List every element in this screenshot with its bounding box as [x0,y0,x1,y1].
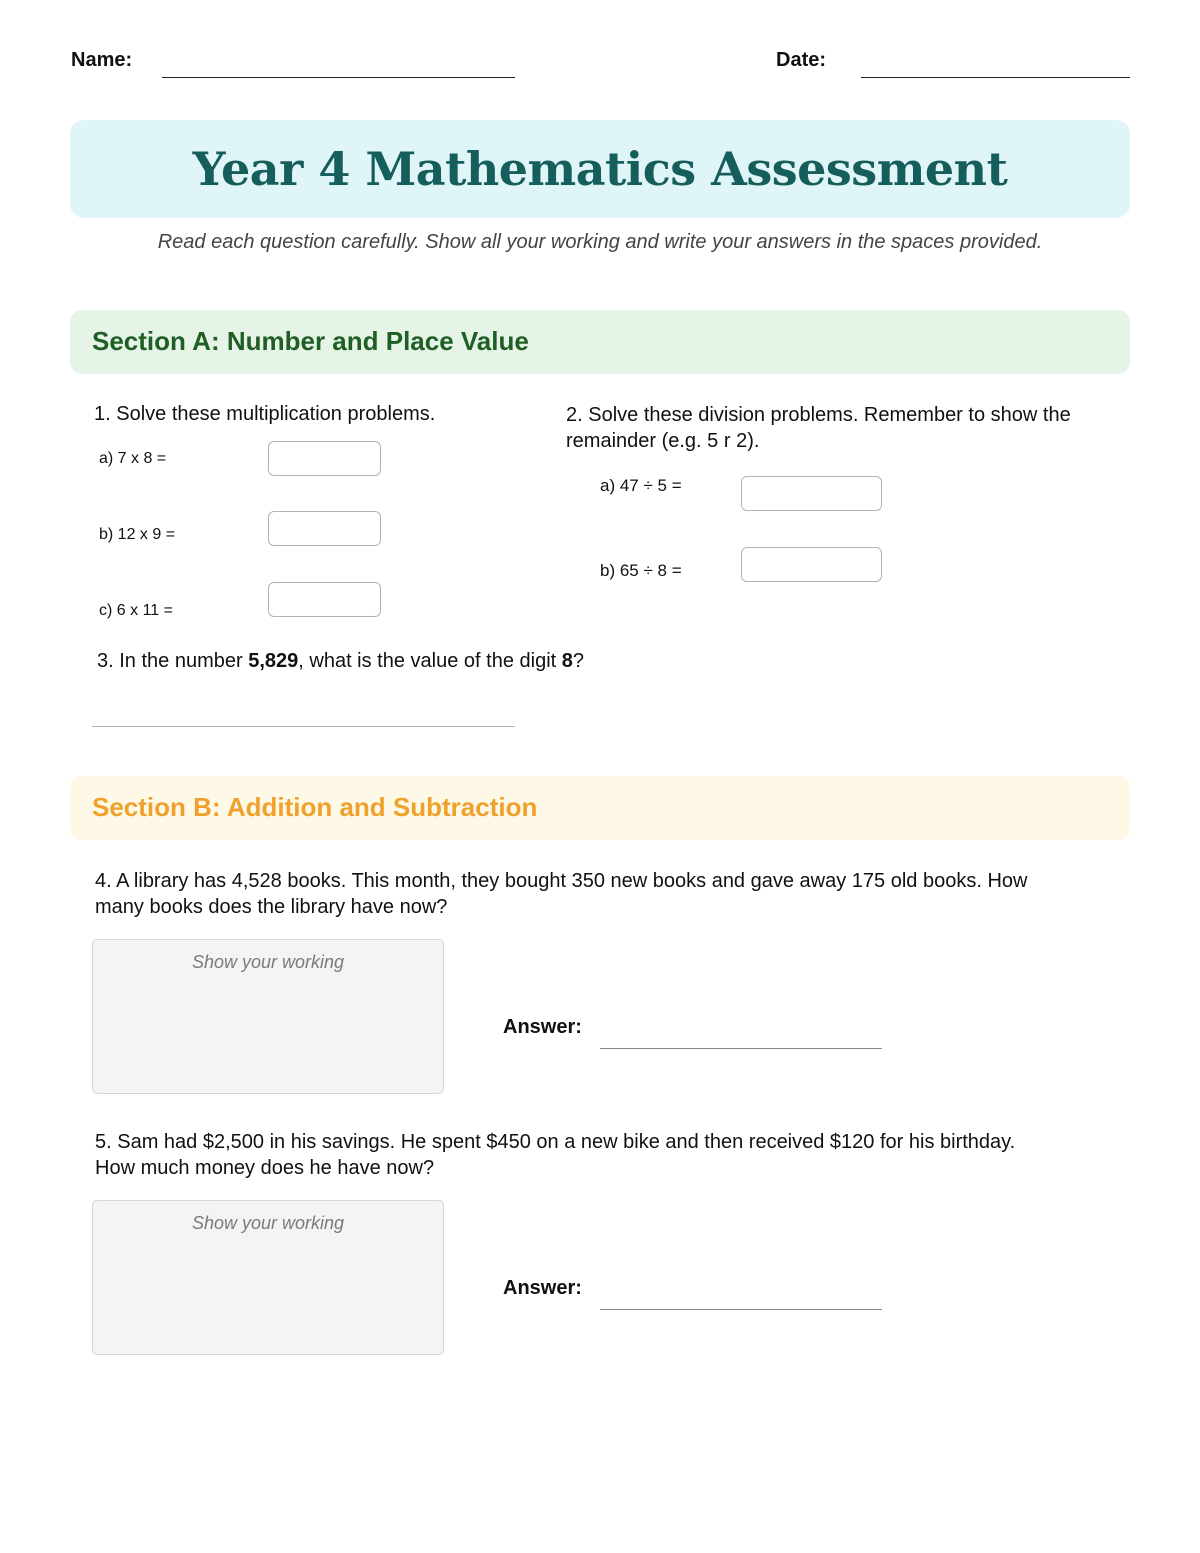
q3-answer-line[interactable] [92,726,515,727]
question-3-prompt [97,648,584,674]
question-4-line2: many books does the library have now? [95,896,448,918]
q3-suffix: ? [572,650,585,672]
name-label: Name: [71,49,133,71]
q1c-label: c) 6 x 11 = [99,602,173,619]
date-field[interactable] [861,77,1130,78]
section-a-header [70,310,1130,374]
question-5-line1: 5. Sam had $2,500 in his savings. He spent $450 on a new bike and then received $120 for his birthday. [95,1131,1016,1153]
question-5-line2: How much money does he have now? [95,1157,435,1179]
q2b-label: b) 65 ÷ 8 = [600,561,682,580]
q1b-answer-box[interactable] [268,511,381,546]
q1c-answer-box[interactable] [268,582,381,617]
section-b-title: Section B: Addition and Subtraction [92,792,538,822]
q3-digit: 8 [561,650,573,672]
section-b-header [70,776,1130,840]
q3-middle: , what is the value of the digit [298,650,562,672]
question-2-prompt-line1: 2. Solve these division problems. Remember to show the [566,404,1071,426]
q4-answer-label: Answer: [503,1016,582,1038]
q5-working-hint: Show your working [191,1213,345,1233]
q2b-answer-box[interactable] [741,547,882,582]
q5-answer-label: Answer: [503,1277,582,1299]
question-1-prompt: 1. Solve these multiplication problems. [94,403,436,425]
q2a-answer-box[interactable] [741,476,882,511]
page-title: Year 4 Mathematics Assessment [192,142,1008,196]
q4-answer-line[interactable] [600,1048,882,1049]
q4-working-box[interactable] [92,939,444,1094]
q5-answer-line[interactable] [600,1309,882,1310]
title-banner [70,120,1130,218]
q2a-label: a) 47 ÷ 5 = [600,476,682,495]
name-field[interactable] [162,77,515,78]
date-label: Date: [776,49,827,71]
q1a-answer-box[interactable] [268,441,381,476]
q1a-label: a) 7 x 8 = [99,450,167,467]
question-2-prompt-line2: remainder (e.g. 5 r 2). [566,430,760,452]
question-4-line1: 4. A library has 4,528 books. This month, they bought 350 new books and gave away 175 old books. How [95,870,1028,892]
q5-working-box[interactable] [92,1200,444,1355]
instructions: Read each question carefully. Show all your working and write your answers in the spaces provided. [157,231,1043,253]
q3-number: 5,829 [248,650,299,672]
section-a-title: Section A: Number and Place Value [92,326,529,356]
q1b-label: b) 12 x 9 = [99,526,176,543]
q4-working-hint: Show your working [191,952,345,972]
q3-prefix: 3. In the number [97,650,249,672]
